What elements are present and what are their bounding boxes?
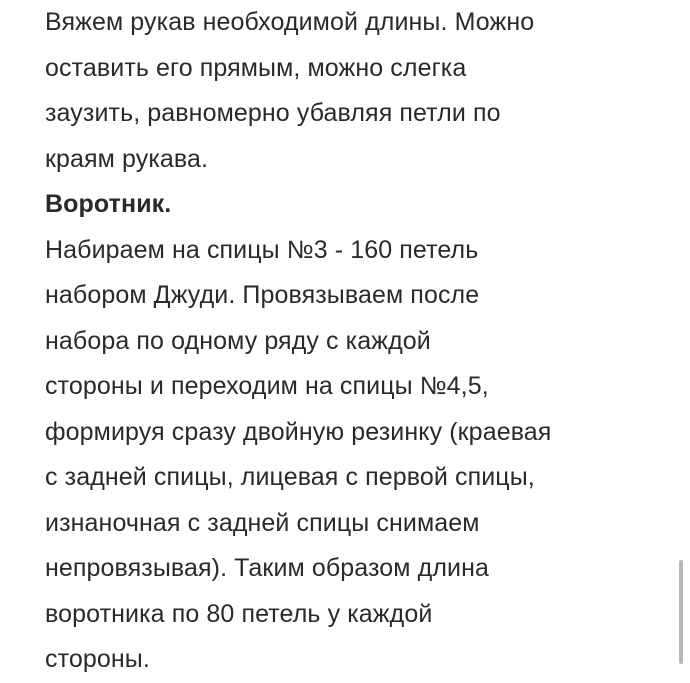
body-text-line: формируя сразу двойную резинку (краевая (45, 417, 552, 446)
body-text-line: стороны и переходим на спицы №4,5, (45, 372, 489, 400)
body-text-line: оставить его прямым, можно слегка (45, 53, 467, 82)
document-body (45, 0, 665, 683)
body-text-line: изнаночная с задней спицы снимаем (45, 508, 480, 537)
body-text-line: набора по одному ряду с каждой (45, 326, 431, 355)
body-text-line: Набираем на спицы №3 - 160 петель (45, 235, 479, 264)
body-text-line: набором Джуди. Провязываем после (45, 281, 480, 309)
body-text-line: непровязывая). Таким образом длина (45, 554, 489, 582)
body-text-line: с задней спицы, лицевая с первой спицы, (45, 463, 535, 491)
body-text-line: Вяжем рукав необходимой длины. Можно (45, 8, 535, 36)
body-text-line: стороны. (45, 645, 150, 673)
scrollbar[interactable] (679, 560, 683, 664)
body-text-line: воротника по 80 петель у каждой (45, 599, 433, 628)
body-text-line: краям рукава. (45, 144, 209, 173)
body-text-line: заузить, равномерно убавляя петли по (45, 99, 501, 127)
section-heading: Воротник. (45, 190, 172, 218)
